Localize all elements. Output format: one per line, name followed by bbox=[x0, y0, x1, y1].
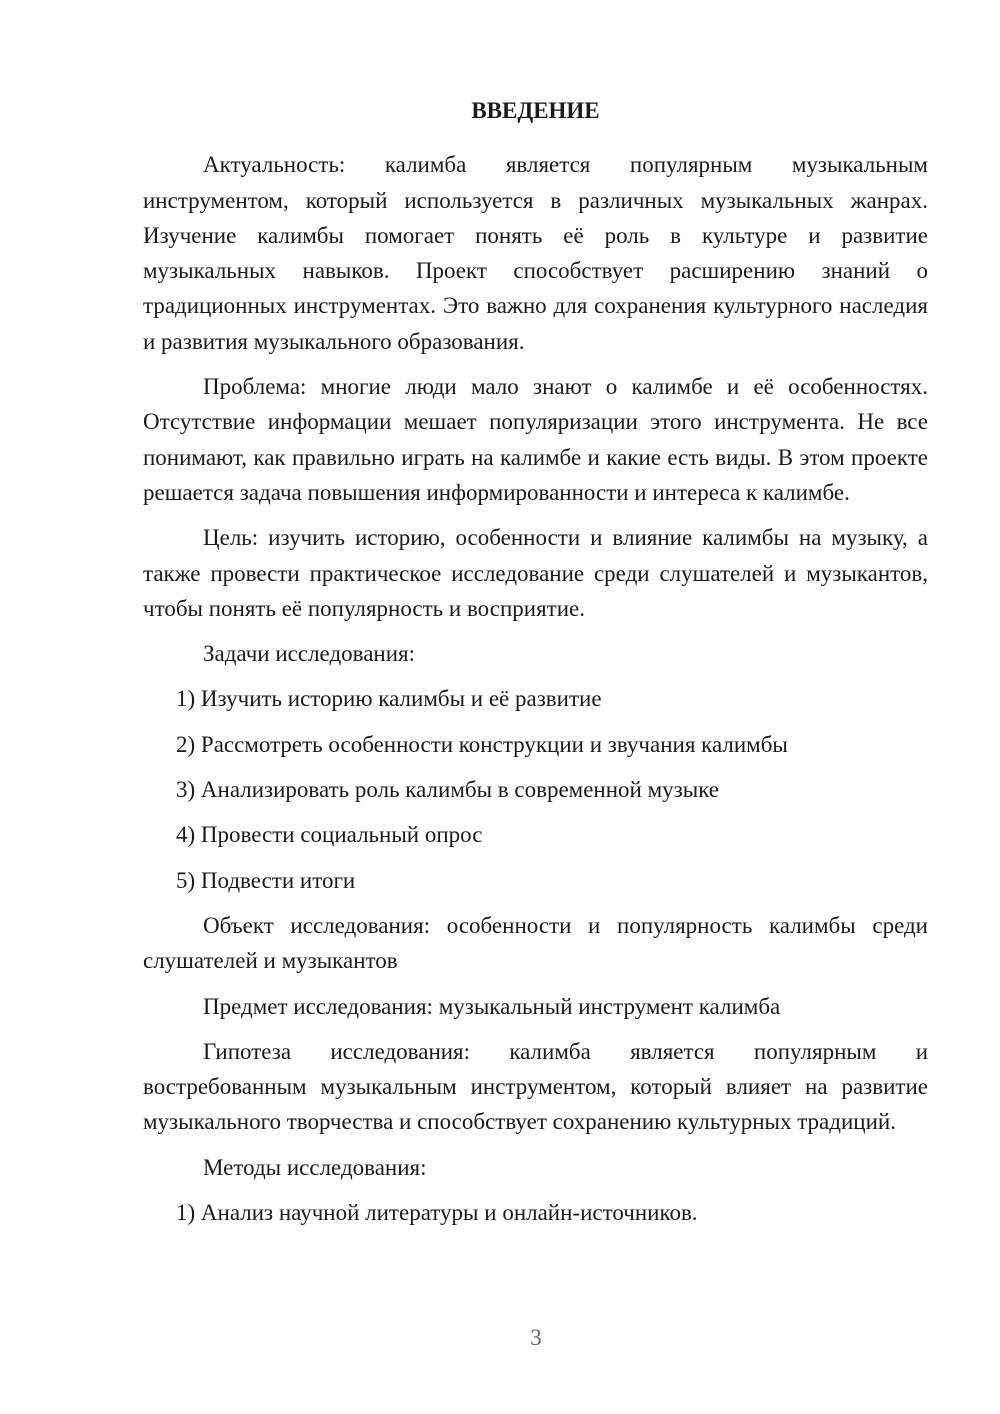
object-paragraph: Объект исследования: особенности и популярность калимбы среди слушателей и музыкантов bbox=[143, 912, 928, 974]
goal-paragraph: Цель: изучить историю, особенности и влияние калимбы на музыку, а также провести практическое исследование среди слушателей и музыкантов, чтобы понять её популярность и восприятие. bbox=[143, 525, 928, 621]
task-item: 2) Рассмотреть особенности конструкции и звучания калимбы bbox=[176, 731, 788, 757]
subject-paragraph: Предмет исследования: музыкальный инструмент калимба bbox=[203, 993, 781, 1019]
tasks-heading: Задачи исследования: bbox=[203, 641, 416, 667]
hypothesis-paragraph: Гипотеза исследования: калимба является популярным и востребованным музыкальным инструментом, который влияет на развитие музыкального творчества и способствует сохранению культурных традиций. bbox=[143, 1038, 928, 1135]
task-item: 5) Подвести итоги bbox=[176, 867, 356, 893]
problem-paragraph: Проблема: многие люди мало знают о калимбе и её особенностях. Отсутствие информации мешает популяризации этого инструмента. Не все понимают, как правильно играть на калимбе и какие есть виды. В этом проекте решается задача повышения информированности и интереса к калимбе. bbox=[143, 374, 928, 505]
page-number: 3 bbox=[530, 1325, 542, 1350]
task-item: 1) Изучить историю калимбы и её развитие bbox=[176, 686, 602, 712]
task-item: 4) Провести социальный опрос bbox=[176, 822, 483, 848]
task-item: 3) Анализировать роль калимбы в современной музыке bbox=[176, 777, 720, 803]
methods-heading: Методы исследования: bbox=[203, 1154, 427, 1180]
method-item: 1) Анализ научной литературы и онлайн-источников. bbox=[176, 1200, 698, 1226]
document-page bbox=[143, 93, 928, 1230]
relevance-paragraph: Актуальность: калимба является популярным музыкальным инструментом, который используется в различных музыкальных жанрах. Изучение калимбы помогает понять её роль в культуре и развитие музыкальных навыков. Проект способствует расширению знаний о традиционных инструментах. Это важно для сохранения культурного наследия и развития музыкального образования. bbox=[143, 152, 928, 354]
page-title: ВВЕДЕНИЕ bbox=[471, 98, 600, 123]
